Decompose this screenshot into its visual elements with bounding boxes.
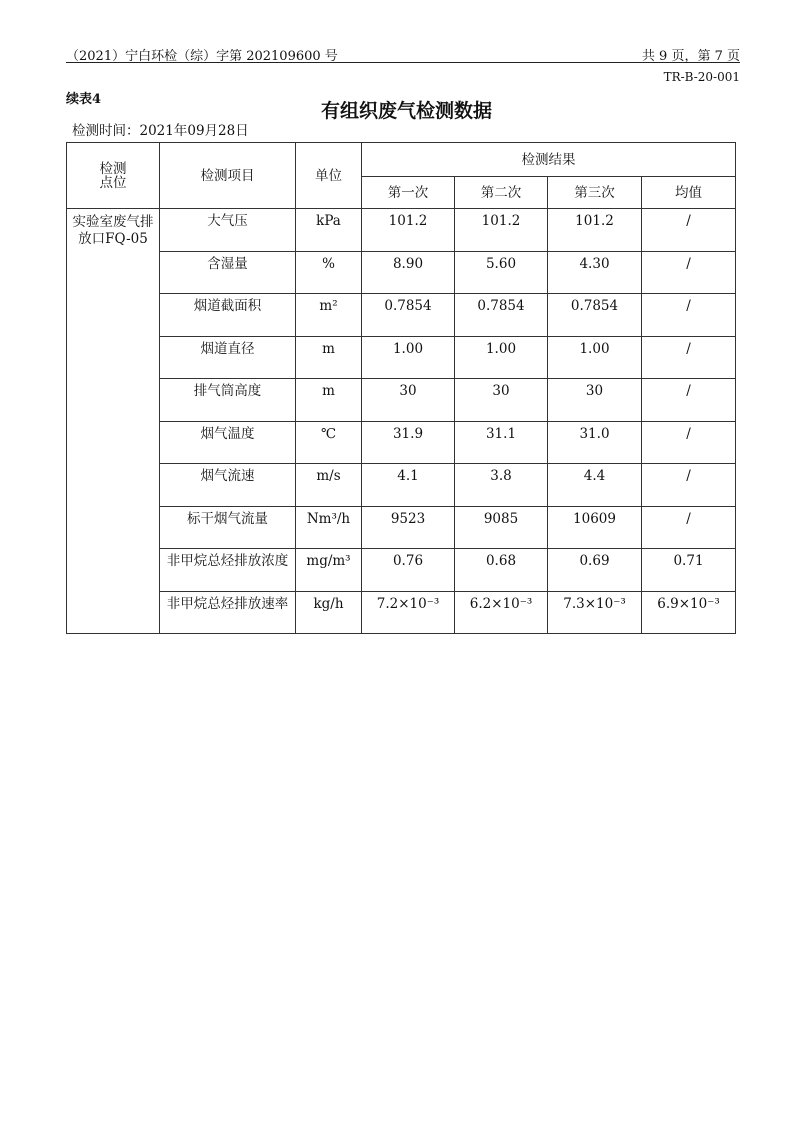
- table-row: [67, 421, 736, 464]
- cell-average: /: [642, 421, 736, 464]
- cell-item: 标干烟气流量: [160, 506, 296, 549]
- cell-average: /: [642, 251, 736, 294]
- cell-second: 30: [455, 379, 548, 422]
- cell-item: 含湿量: [160, 251, 296, 294]
- report-number: （2021）宁白环检（综）字第 202109600 号: [66, 49, 338, 64]
- cell-average: /: [642, 336, 736, 379]
- cell-location: 实验室废气排放口FQ-05: [67, 209, 160, 634]
- page-info: 共 9 页，第 7 页: [641, 49, 740, 64]
- cell-first: 7.2×10⁻³: [362, 591, 455, 634]
- cell-first: 8.90: [362, 251, 455, 294]
- cell-first: 31.9: [362, 421, 455, 464]
- cell-first: 101.2: [362, 209, 455, 252]
- cell-third: 101.2: [548, 209, 642, 252]
- cell-average: /: [642, 464, 736, 507]
- cell-second: 6.2×10⁻³: [455, 591, 548, 634]
- cell-unit: m: [296, 336, 362, 379]
- header-item: 检测项目: [160, 143, 296, 209]
- cell-first: 0.76: [362, 549, 455, 592]
- cell-third: 4.30: [548, 251, 642, 294]
- cell-item: 烟道直径: [160, 336, 296, 379]
- cell-unit: kg/h: [296, 591, 362, 634]
- cell-second: 0.7854: [455, 294, 548, 337]
- cell-second: 1.00: [455, 336, 548, 379]
- cell-item: 大气压: [160, 209, 296, 252]
- cell-second: 31.1: [455, 421, 548, 464]
- cell-unit: m/s: [296, 464, 362, 507]
- table-row: [67, 464, 736, 507]
- table-row: [67, 549, 736, 592]
- table-label: 续表4: [66, 92, 102, 107]
- cell-second: 0.68: [455, 549, 548, 592]
- table-row: [67, 591, 736, 634]
- cell-item: 烟气流速: [160, 464, 296, 507]
- cell-average: 6.9×10⁻³: [642, 591, 736, 634]
- cell-unit: kPa: [296, 209, 362, 252]
- cell-unit: m²: [296, 294, 362, 337]
- cell-average: /: [642, 209, 736, 252]
- cell-third: 31.0: [548, 421, 642, 464]
- cell-unit: ℃: [296, 421, 362, 464]
- page-title: 有组织废气检测数据: [320, 100, 492, 122]
- cell-third: 0.7854: [548, 294, 642, 337]
- header-second: 第二次: [455, 177, 548, 209]
- table-row: [67, 294, 736, 337]
- header-result: 检测结果: [362, 143, 736, 177]
- table-row: [67, 209, 736, 252]
- header-third: 第三次: [548, 177, 642, 209]
- cell-second: 3.8: [455, 464, 548, 507]
- cell-unit: mg/m³: [296, 549, 362, 592]
- cell-third: 7.3×10⁻³: [548, 591, 642, 634]
- table-body: [67, 209, 736, 634]
- cell-third: 4.4: [548, 464, 642, 507]
- header-average: 均值: [642, 177, 736, 209]
- cell-third: 0.69: [548, 549, 642, 592]
- test-time: 检测时间：2021年09月28日: [72, 123, 249, 139]
- cell-item: 排气筒高度: [160, 379, 296, 422]
- cell-second: 9085: [455, 506, 548, 549]
- cell-first: 1.00: [362, 336, 455, 379]
- cell-item: 非甲烷总烃排放浓度: [160, 549, 296, 592]
- cell-item: 烟道截面积: [160, 294, 296, 337]
- header-first: 第一次: [362, 177, 455, 209]
- cell-third: 10609: [548, 506, 642, 549]
- cell-average: /: [642, 506, 736, 549]
- cell-second: 101.2: [455, 209, 548, 252]
- cell-first: 0.7854: [362, 294, 455, 337]
- cell-unit: m: [296, 379, 362, 422]
- header-unit: 单位: [296, 143, 362, 209]
- cell-third: 30: [548, 379, 642, 422]
- table-row: [67, 336, 736, 379]
- cell-item: 烟气温度: [160, 421, 296, 464]
- cell-second: 5.60: [455, 251, 548, 294]
- table-row: [67, 379, 736, 422]
- cell-third: 1.00: [548, 336, 642, 379]
- cell-unit: Nm³/h: [296, 506, 362, 549]
- data-table: [66, 142, 736, 634]
- table-row: [67, 506, 736, 549]
- cell-first: 30: [362, 379, 455, 422]
- cell-average: /: [642, 379, 736, 422]
- page-header: [66, 42, 740, 63]
- cell-average: 0.71: [642, 549, 736, 592]
- header-location: 检测 点位: [67, 143, 160, 209]
- cell-first: 9523: [362, 506, 455, 549]
- cell-item: 非甲烷总烃排放速率: [160, 591, 296, 634]
- cell-first: 4.1: [362, 464, 455, 507]
- document-id: TR-B-20-001: [663, 70, 740, 84]
- cell-average: /: [642, 294, 736, 337]
- table-row: [67, 251, 736, 294]
- cell-unit: %: [296, 251, 362, 294]
